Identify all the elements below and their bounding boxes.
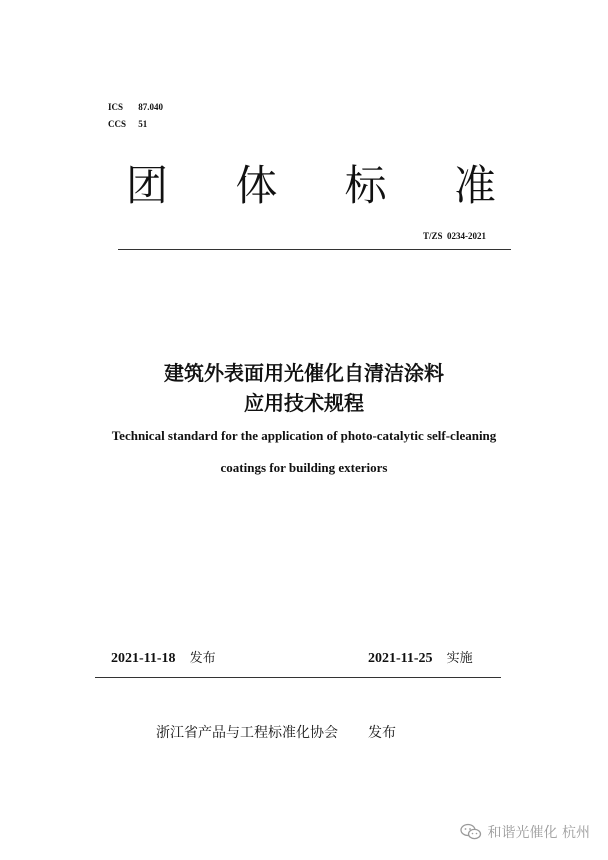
- ccs-value: 51: [138, 119, 148, 129]
- title-char: 准: [453, 161, 496, 210]
- title-en-line1: Technical standard for the application of photo-catalytic self-cleaning: [111, 428, 497, 443]
- publisher-name: 浙江省产品与工程标准化协会: [156, 725, 338, 741]
- wechat-icon: [460, 823, 482, 841]
- title-en-line2: coatings for building exteriors: [220, 460, 388, 475]
- implement-date-block: [368, 647, 473, 667]
- footer-divider: [95, 677, 501, 678]
- document-type-title: [126, 160, 496, 212]
- title-char: 体: [235, 161, 278, 210]
- title-zh-line1: 建筑外表面用光催化自清洁涂料: [164, 361, 444, 385]
- watermark-text: 和谐光催化 杭州: [487, 825, 590, 841]
- watermark: [460, 822, 590, 842]
- header-divider: [118, 249, 511, 250]
- ics-label: ICS: [108, 102, 124, 112]
- issue-word: 发布: [189, 651, 216, 666]
- ics-line: [108, 99, 163, 116]
- implement-word: 实施: [446, 651, 473, 666]
- ccs-line: [108, 116, 163, 133]
- implement-date: 2021-11-25: [368, 651, 433, 666]
- title-char: 团: [126, 161, 169, 210]
- title-zh-line2: 应用技术规程: [244, 391, 364, 415]
- publisher-line: [156, 722, 396, 742]
- issue-date-block: [111, 647, 216, 667]
- ics-value: 87.040: [138, 102, 163, 112]
- issue-date: 2021-11-18: [111, 651, 176, 666]
- publisher-action: 发布: [368, 725, 396, 741]
- title-char: 标: [344, 161, 387, 210]
- classification-codes: [108, 99, 163, 133]
- standard-number: T/ZS 0234-2021: [422, 231, 486, 241]
- ccs-label: CCS: [108, 119, 127, 129]
